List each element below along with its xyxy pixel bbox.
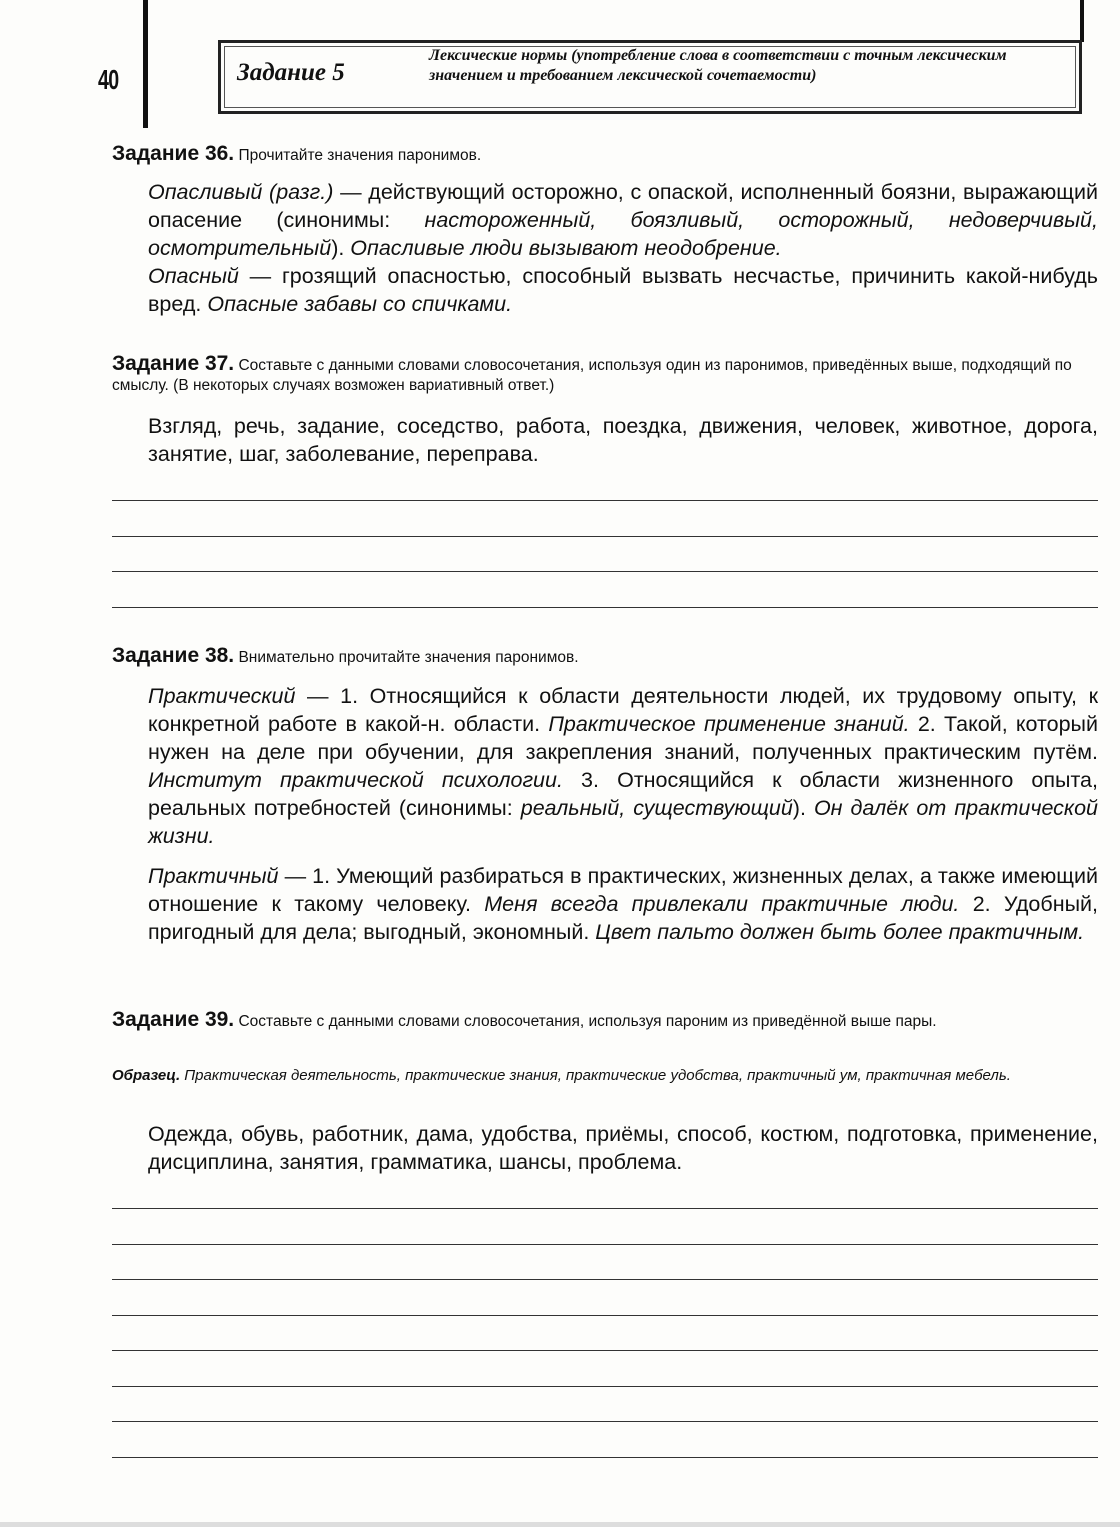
task36-title: Задание 36. [112,142,235,165]
answer-line[interactable] [112,1421,1098,1422]
def-oaslivyi: — действующий осторожно, с опаской, исполненный боязни, выражающий опасение (синонимы: [148,180,1098,232]
close-prakticheskii: ). [792,796,814,820]
definition-prakticheskii [148,682,1098,850]
task39-title: Задание 39. [112,1008,235,1031]
task37-heading [112,354,1098,396]
word-prakticheskii: Практический [148,684,296,708]
task38-definitions [148,682,1098,946]
example-opasnyi: Опасные забавы со спичками. [207,292,513,316]
answer-line[interactable] [112,1279,1098,1280]
answer-line[interactable] [112,571,1098,572]
answer-line[interactable] [112,1244,1098,1245]
answer-line[interactable] [112,1208,1098,1209]
answer-line[interactable] [112,1350,1098,1351]
word-oaslivyi: Опасливый (разг.) [148,180,334,204]
task39-heading [112,1010,1098,1032]
ex2-praktichnyi: Цвет пальто должен быть более практичным. [595,920,1085,944]
margin-rule-right [1080,0,1084,42]
sample-text: Практическая деятельность, практические знания, практические удобства, практичный ум, практичная мебель. [184,1067,1011,1084]
scan-bottom-edge [0,1522,1120,1527]
task39-instruction: Составьте с данными словами словосочетания, используя пароним из приведённой выше пары. [238,1013,937,1030]
header-topic: Лексические нормы (употребление слова в соответствии с точным лексическим значением и требованием лексической сочетаемости) [429,47,1007,84]
answer-line[interactable] [112,536,1098,537]
definition-oaslivyi [148,178,1098,262]
def3-prakticheskii: 3. Относящийся к области жизненного опыта, реальных потребностей (синонимы: [148,768,1098,820]
word-opasnyi: Опасный [148,264,239,288]
def1-prakticheskii: — 1. Относящийся к области деятельности людей, их трудовому опыту, к конкретной работе в какой-н. области. [148,684,1098,736]
margin-rule-left [143,0,148,128]
synonyms-oaslivyi: настороженный, боязливый, осторожный, недоверчивый, осмотрительный [148,208,1098,260]
header-task-label: Задание 5 [237,59,345,86]
page-number: 40 [98,64,119,95]
def1-praktichnyi: — 1. Умеющий разбираться в практических, жизненных делах, а также имеющий отношение к такому человеку. [148,864,1098,916]
task39-sample [112,1066,1098,1085]
sample-label: Образец. [112,1067,181,1084]
example-oaslivyi: Опасливые люди вызывают неодобрение. [350,236,782,260]
task39-words: Одежда, обувь, работник, дама, удобства, приёмы, способ, костюм, подготовка, применение, дисциплина, занятия, грамматика, шансы, проблема. [148,1122,1098,1174]
synonyms-prakticheskii: реальный, существующий [520,796,793,820]
answer-line[interactable] [112,607,1098,608]
ex2-prakticheskii: Институт практической психологии. [148,768,563,792]
answer-line[interactable] [112,1457,1098,1458]
task36-heading [112,144,1098,166]
task36-instruction: Прочитайте значения паронимов. [238,147,482,164]
ex3-prakticheskii: Он далёк от практической жизни. [148,796,1098,848]
task38-instruction: Внимательно прочитайте значения паронимов. [238,649,579,666]
task37-instruction: Составьте с данными словами словосочетания, используя один из паронимов, приведённых выше, подходящий по смыслу. (В некоторых случаях возможен вариативный ответ.) [112,357,1072,394]
header-box [218,40,1082,114]
def2-prakticheskii: 2. Такой, который нужен на деле при обучении, для закрепления знаний, полученных практическим путём. [148,712,1098,764]
task36-definitions [148,178,1098,318]
answer-line[interactable] [112,1315,1098,1316]
task38-heading [112,646,1098,668]
definition-praktichnyi [148,862,1098,946]
def-opasnyi: — грозящий опасностью, способный вызвать несчастье, причинить какой-нибудь вред. [148,264,1098,316]
answer-line[interactable] [112,1386,1098,1387]
task37-title: Задание 37. [112,352,235,375]
ex1-praktichnyi: Меня всегда привлекали практичные люди. [484,892,960,916]
answer-line[interactable] [112,500,1098,501]
close-oaslivyi: ). [331,236,351,260]
def2-praktichnyi: 2. Удобный, пригодный для дела; выгодный, экономный. [148,892,1099,944]
task37-words: Взгляд, речь, задание, соседство, работа, поездка, движения, человек, животное, дорога, занятие, шаг, заболевание, переправа. [148,414,1098,466]
task38-title: Задание 38. [112,644,235,667]
definition-opasnyi [148,262,1098,318]
ex1-prakticheskii: Практическое применение знаний. [548,712,910,736]
word-praktichnyi: Практичный [148,864,279,888]
